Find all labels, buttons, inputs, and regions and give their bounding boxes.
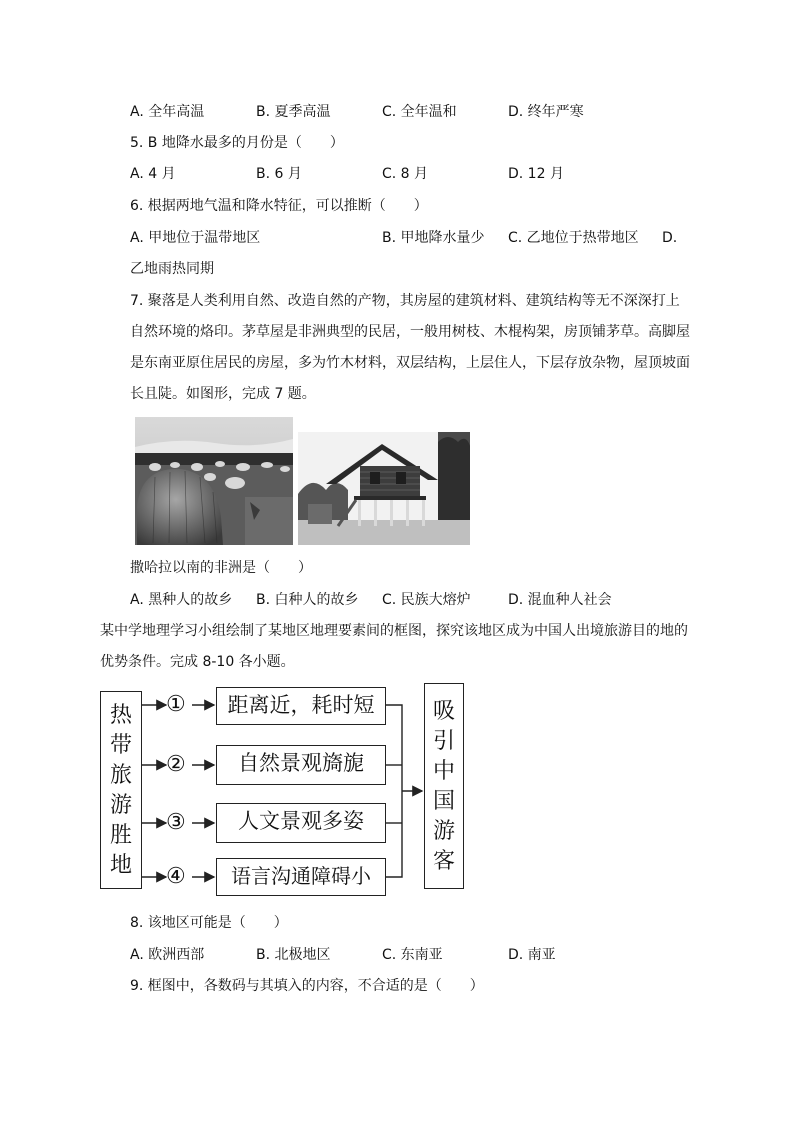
left-label-char: 带 bbox=[109, 733, 132, 758]
q7-option-a: A. 黑种人的故乡 bbox=[130, 592, 233, 608]
q4-option-b: B. 夏季高温 bbox=[256, 104, 331, 120]
q7-line-3: 是东南亚原住居民的房屋，多为竹木材料，双层结构，上层住人，下层存放杂物，屋顶坡面 bbox=[130, 355, 690, 371]
left-label-char: 游 bbox=[109, 793, 132, 818]
q7-option-c: C. 民族大熔炉 bbox=[382, 592, 471, 608]
q4-option-d: D. 终年严寒 bbox=[508, 104, 584, 120]
q5-option-d: D. 12 月 bbox=[508, 166, 564, 182]
number-2: ② bbox=[166, 752, 186, 777]
right-label-char: 吸 bbox=[432, 699, 455, 724]
factor-box-natural: 自然景观旖旎 bbox=[216, 745, 386, 785]
q6-option-d: D. bbox=[662, 230, 678, 246]
q5-stem: 5. B 地降水最多的月份是（ ） bbox=[130, 135, 344, 151]
left-label-char: 热 bbox=[109, 703, 132, 728]
right-label-char: 国 bbox=[432, 789, 455, 814]
q8-option-c: C. 东南亚 bbox=[382, 947, 443, 963]
q4-option-a: A. 全年高温 bbox=[130, 104, 205, 120]
number-3: ③ bbox=[166, 810, 186, 835]
q4-option-c: C. 全年温和 bbox=[382, 104, 457, 120]
attract-tourists-box bbox=[424, 683, 464, 889]
q7-option-b: B. 白种人的故乡 bbox=[256, 592, 359, 608]
q5-option-c: C. 8 月 bbox=[382, 166, 429, 182]
q8-stem: 8. 该地区可能是（ ） bbox=[130, 915, 288, 931]
left-label-char: 胜 bbox=[109, 823, 132, 848]
number-4: ④ bbox=[166, 864, 186, 889]
q7-option-d: D. 混血种人社会 bbox=[508, 592, 612, 608]
q8-option-b: B. 北极地区 bbox=[256, 947, 331, 963]
right-label-char: 客 bbox=[432, 849, 455, 874]
q6-stem: 6. 根据两地气温和降水特征，可以推断（ ） bbox=[130, 198, 428, 214]
q5-option-b: B. 6 月 bbox=[256, 166, 302, 182]
q6-option-a: A. 甲地位于温带地区 bbox=[130, 230, 261, 246]
tropical-destination-box bbox=[100, 691, 142, 889]
q7-line-2: 自然环境的烙印。茅草屋是非洲典型的民居，一般用树枝、木棍构架，房顶铺茅草。高脚屋 bbox=[130, 324, 690, 340]
intro-line-1: 某中学地理学习小组绘制了某地区地理要素间的框图，探究该地区成为中国人出境旅游目的地的 bbox=[100, 623, 688, 639]
q6-option-c: C. 乙地位于热带地区 bbox=[508, 230, 639, 246]
left-label-char: 旅 bbox=[109, 763, 132, 788]
factor-box-cultural: 人文景观多姿 bbox=[216, 803, 386, 843]
q8-option-a: A. 欧洲西部 bbox=[130, 947, 205, 963]
factor-box-distance: 距离近，耗时短 bbox=[216, 687, 386, 725]
q7-line-4: 长且陡。如图形，完成 7 题。 bbox=[130, 386, 316, 402]
factor-box-language: 语言沟通障碍小 bbox=[216, 858, 386, 896]
q5-option-a: A. 4 月 bbox=[130, 166, 176, 182]
left-label-char: 地 bbox=[109, 853, 132, 878]
right-label-char: 中 bbox=[432, 759, 455, 784]
intro-line-2: 优势条件。完成 8-10 各小题。 bbox=[100, 654, 295, 670]
right-label-char: 游 bbox=[432, 819, 455, 844]
right-label-char: 引 bbox=[432, 729, 455, 754]
stilt-house-photo bbox=[298, 432, 470, 545]
tourism-flow-diagram bbox=[100, 683, 470, 893]
thatched-hut-photo bbox=[135, 417, 293, 545]
q9-stem: 9. 框图中，各数码与其填入的内容，不合适的是（ ） bbox=[130, 978, 484, 994]
q6-option-b: B. 甲地降水量少 bbox=[382, 230, 485, 246]
q7-sub-stem: 撒哈拉以南的非洲是（ ） bbox=[130, 560, 312, 576]
q7-line-1: 7. 聚落是人类利用自然、改造自然的产物，其房屋的建筑材料、建筑结构等无不深深打上 bbox=[130, 293, 680, 309]
q8-option-d: D. 南亚 bbox=[508, 947, 556, 963]
q6-option-d-text: 乙地雨热同期 bbox=[130, 261, 214, 277]
number-1: ① bbox=[166, 692, 186, 717]
